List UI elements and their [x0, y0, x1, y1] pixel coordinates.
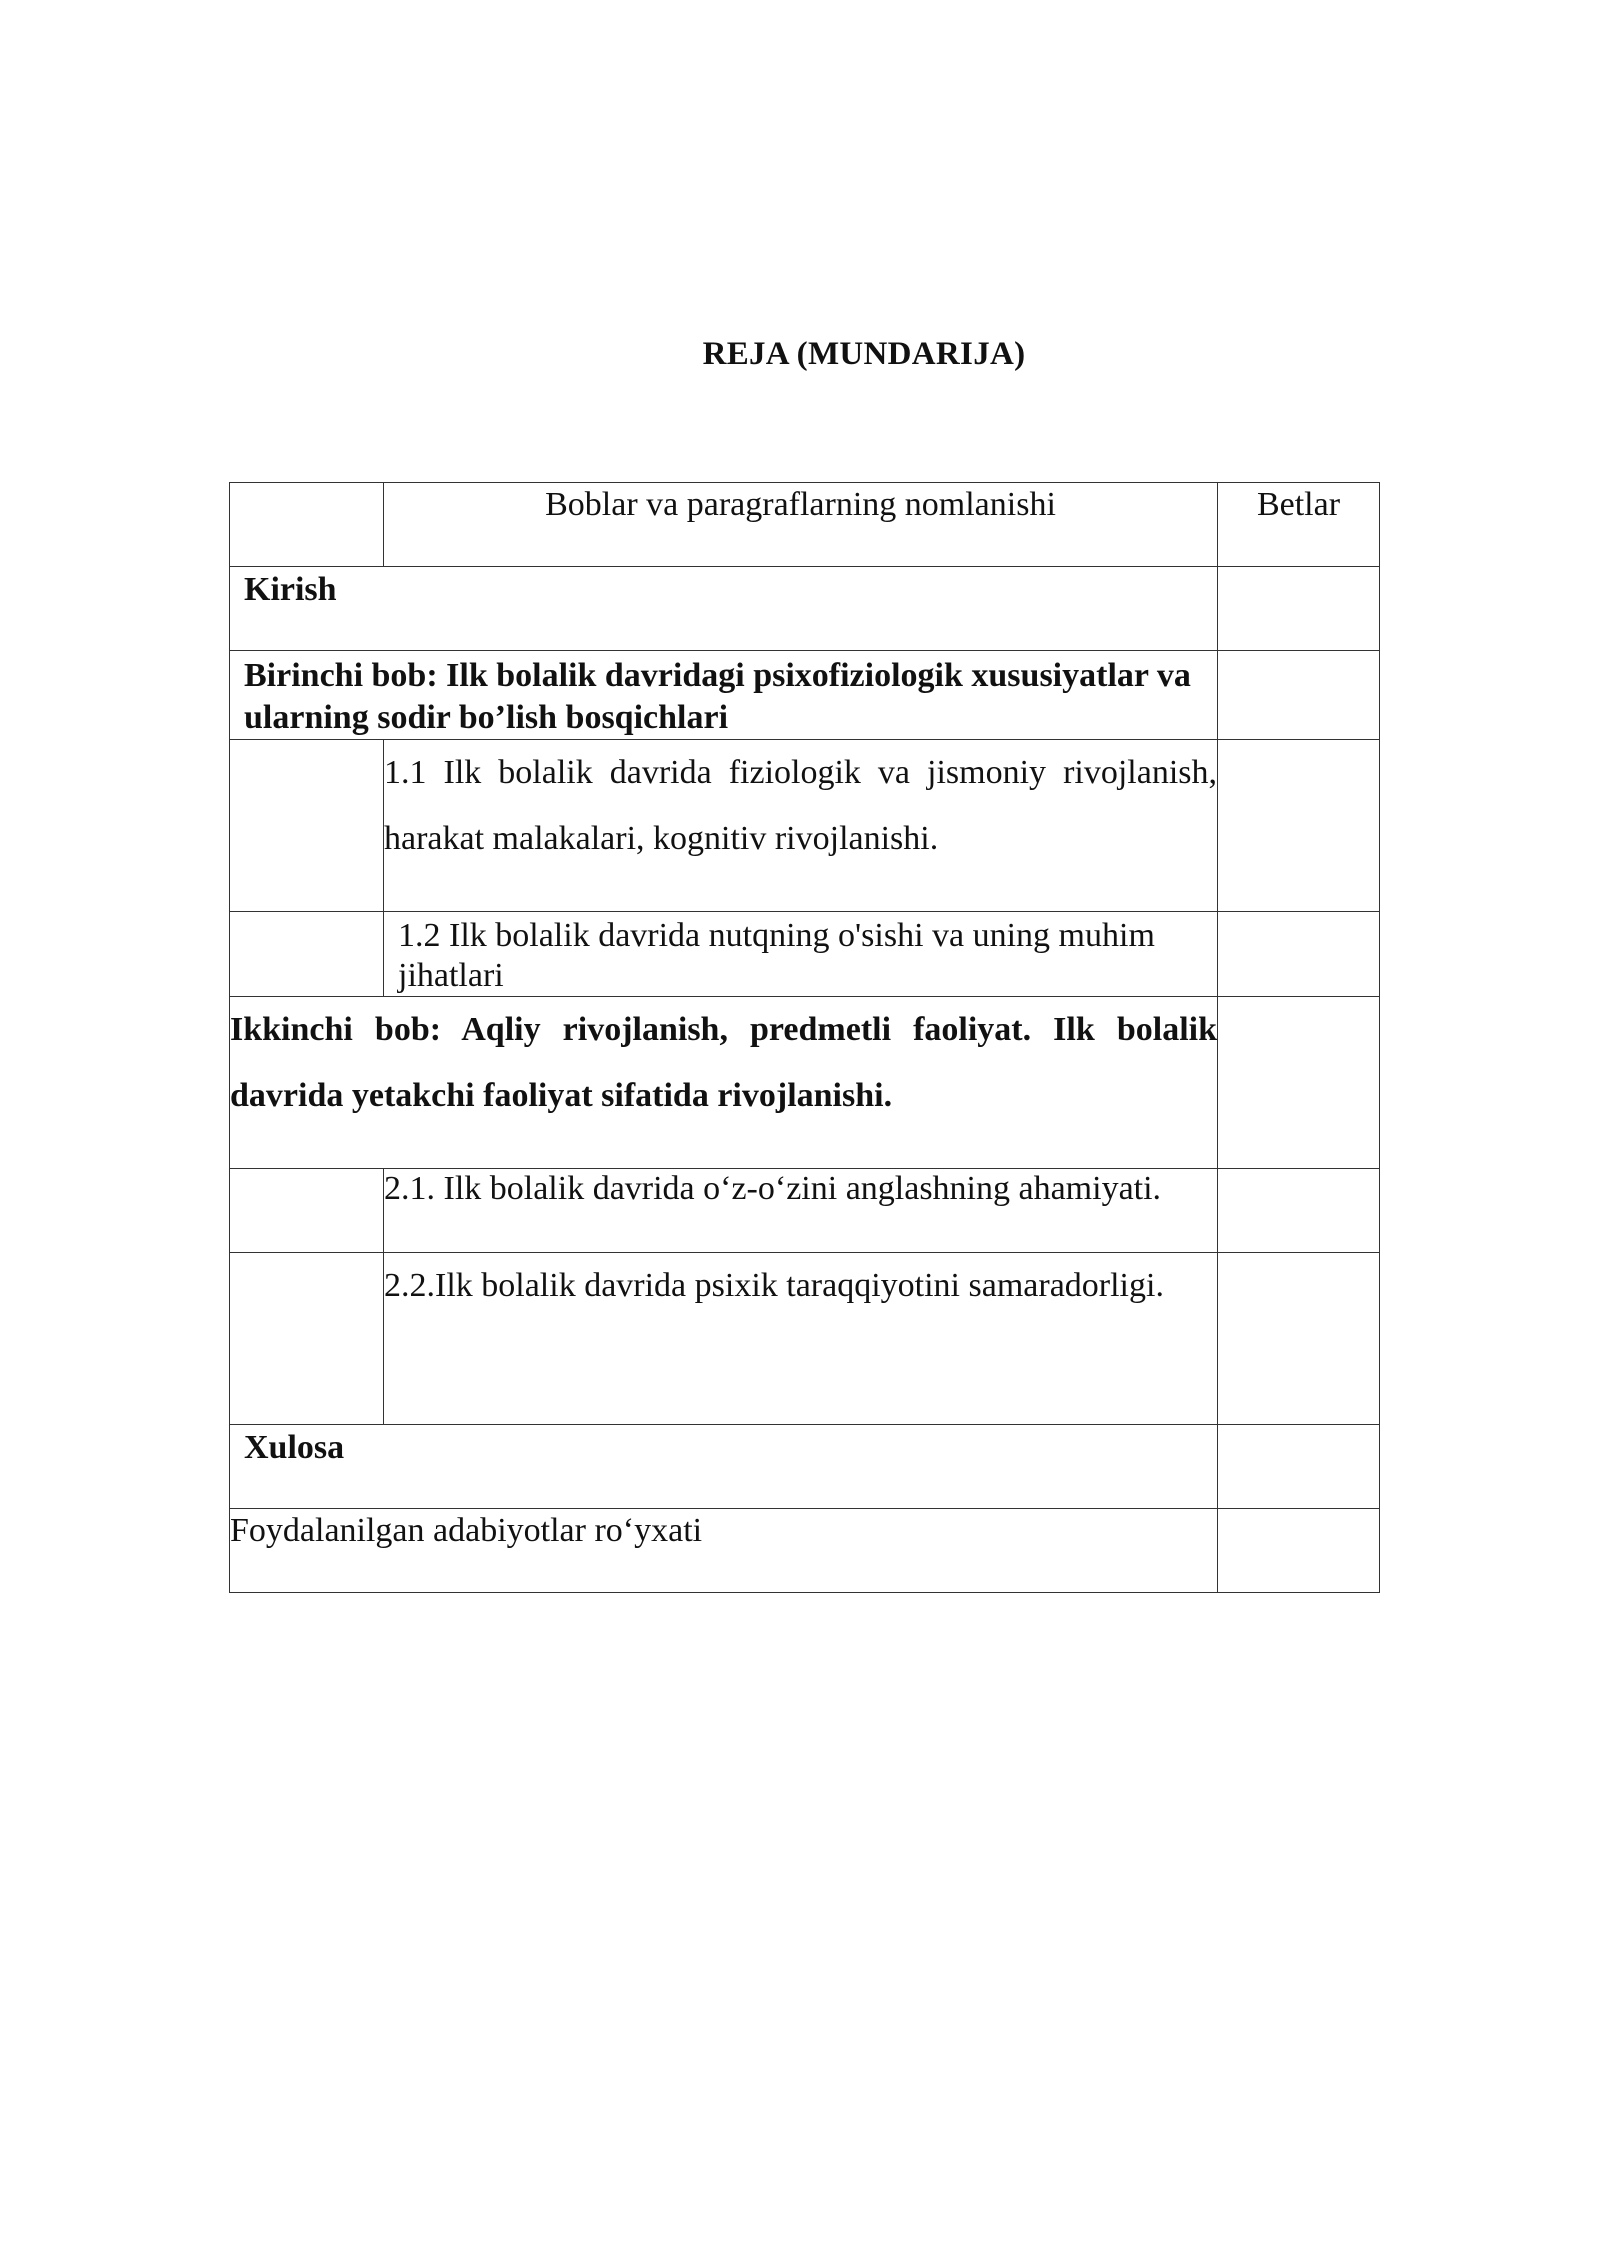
table-header-row: [230, 483, 1380, 567]
section1-1-cell: 1.1 Ilk bolalik davrida fiziologik va jismoniy rivojlanish, harakat malakalari, kognitiv rivojlanishi.: [384, 740, 1218, 912]
table-row-intro: [230, 567, 1380, 651]
section1-2-number-cell: [230, 912, 384, 997]
section2-2-cell: 2.2.Ilk bolalik davrida psixik taraqqiyotini samaradorligi.: [384, 1253, 1218, 1425]
table-row-section2-1: [230, 1169, 1380, 1253]
header-name-cell: Boblar va paragraflarning nomlanishi: [384, 483, 1218, 567]
table-row-conclusion: [230, 1425, 1380, 1509]
chapter1-cell: Birinchi bob: Ilk bolalik davridagi psixofiziologik xususiyatlar va ularning sodir bo’lish bosqichlari: [230, 651, 1218, 740]
section2-2-page-cell: [1218, 1253, 1380, 1425]
references-page-cell: [1218, 1509, 1380, 1593]
table-row-chapter2: [230, 997, 1380, 1169]
intro-page-cell: [1218, 567, 1380, 651]
header-number-cell: [230, 483, 384, 567]
section1-1-page-cell: [1218, 740, 1380, 912]
page-title: REJA (MUNDARIJA): [702, 336, 1026, 372]
table-row-section2-2: [230, 1253, 1380, 1425]
table-row-section1-2: [230, 912, 1380, 997]
contents-table: [229, 482, 1380, 1593]
section1-2-cell: 1.2 Ilk bolalik davrida nutqning o'sishi va uning muhim jihatlari: [384, 912, 1218, 997]
table-row-section1-1: [230, 740, 1380, 912]
section1-1-number-cell: [230, 740, 384, 912]
references-cell: Foydalanilgan adabiyotlar ro‘yxati: [230, 1509, 1218, 1593]
chapter2-page-cell: [1218, 997, 1380, 1169]
intro-cell: Kirish: [230, 567, 1218, 651]
section2-1-page-cell: [1218, 1169, 1380, 1253]
section2-1-number-cell: [230, 1169, 384, 1253]
table-row-chapter1: [230, 651, 1380, 740]
section2-2-number-cell: [230, 1253, 384, 1425]
chapter1-page-cell: [1218, 651, 1380, 740]
header-pages-cell: Betlar: [1218, 483, 1380, 567]
table-row-references: [230, 1509, 1380, 1593]
section2-1-cell: 2.1. Ilk bolalik davrida o‘z-o‘zini anglashning ahamiyati.: [384, 1169, 1218, 1253]
section1-2-page-cell: [1218, 912, 1380, 997]
conclusion-cell: Xulosa: [230, 1425, 1218, 1509]
chapter2-cell: Ikkinchi bob: Aqliy rivojlanish, predmetli faoliyat. Ilk bolalik davrida yetakchi faoliyat sifatida rivojlanishi.: [230, 997, 1218, 1169]
conclusion-page-cell: [1218, 1425, 1380, 1509]
